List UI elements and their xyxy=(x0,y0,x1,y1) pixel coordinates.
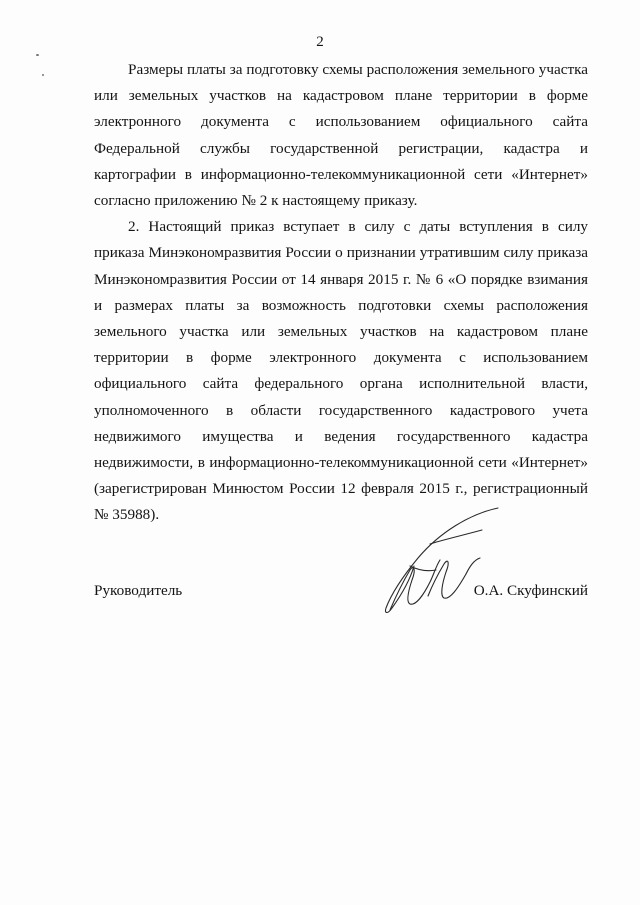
signatory-role: Руководитель xyxy=(94,582,183,599)
signatory-name: О.А. Скуфинский xyxy=(473,582,588,599)
paragraph-fee-sizes: Размеры платы за подготовку схемы расположения земельного участка или земельных участков на кадастровом плане территории в форме электронного документа с использованием официального сайта Федеральной службы государственной регистрации, кадастра и картографии в информационно-телекоммуникационной сети «Интернет» согласно приложению № 2 к настоящему приказу. xyxy=(94,61,588,210)
scan-speck xyxy=(36,54,39,56)
paragraph-entry-into-force: 2. Настоящий приказ вступает в силу с даты вступления в силу приказа Минэкономразвития России о признании утратившим силу приказа Минэкономразвития России от 14 января 2015 г. № 6 «О порядке взимания и размерах платы за возможность подготовки схемы расположения земельного участка или земельных участков на кадастровом плане территории в форме электронного документа с использованием официального сайта федерального органа исполнительной власти, уполномоченного в области государственного кадастрового учета недвижимого имущества и ведения государственного кадастра недвижимости, в информационно-телекоммуникационной сети «Интернет» (зарегистрирован Минюстом России 12 февраля 2015 г., регистрационный № 35988). xyxy=(94,218,588,524)
page-number: 2 xyxy=(316,34,324,50)
handwritten-signature xyxy=(370,500,510,620)
scan-speck xyxy=(42,74,44,76)
document-body xyxy=(94,57,588,529)
